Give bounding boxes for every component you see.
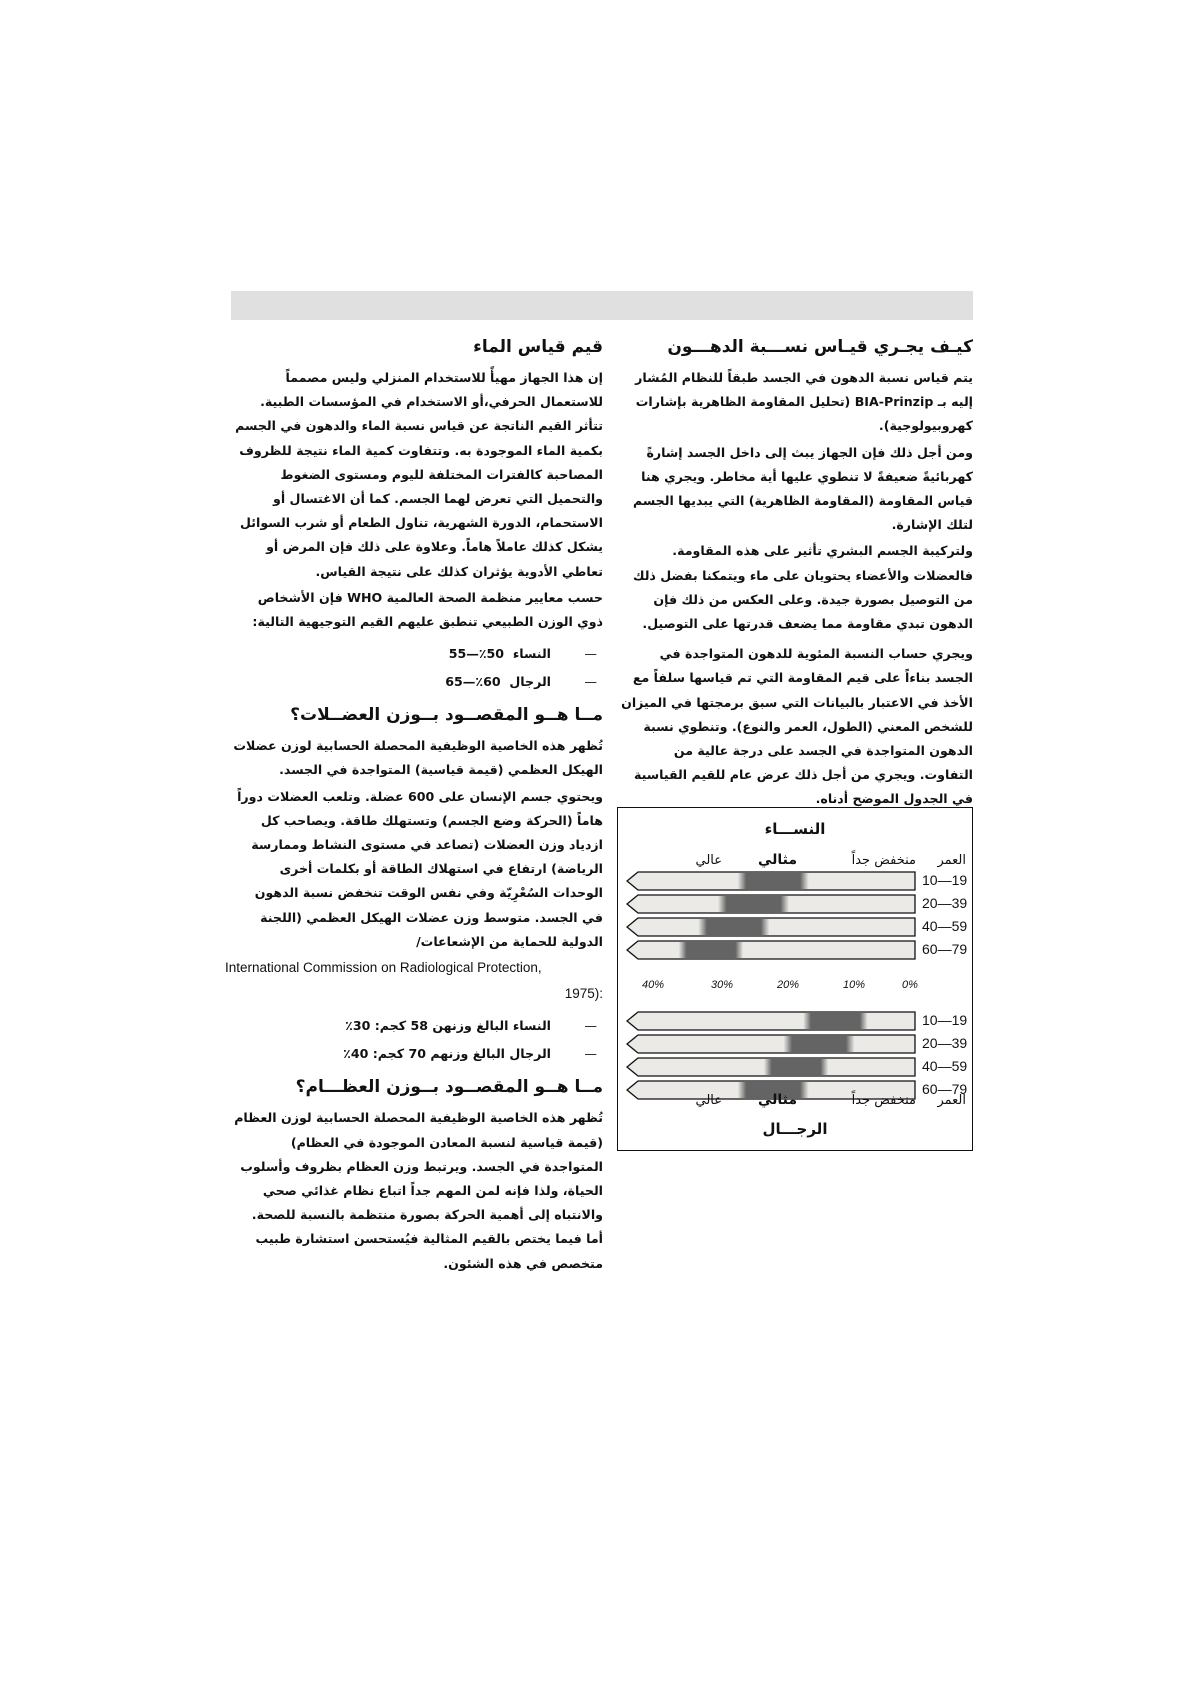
paragraph: تُظهر هذه الخاصية الوظيفية المحصلة الحسابية لوزن العظام (قيمة قياسية لنسبة المعادن الموجودة في العظام) المتواجدة في الجسد. ويرتبط وزن العظام بظروف وأسلوب الحياة، ولذا فإنه لمن المهم جداً اتباع نظام غذائي صحي والانتباه إلى أهمية الحركة بصورة منتظمة بالنسبة للصحة. أما فيما يختص بالقيم المثالية فيُستحسن استشارة طبيب متخصص في هذه الشئون. — [234, 1110, 603, 1271]
header-ideal: مثالي — [757, 852, 797, 868]
age-label: 10—19 — [922, 872, 968, 888]
chart-title-men: الرجـــال — [762, 1120, 828, 1138]
icrp-reference: International Commission on Radiological Protection, — [225, 960, 542, 976]
axis-tick: 30% — [711, 979, 734, 991]
header-age: العمر — [937, 853, 966, 868]
range-bar — [626, 1011, 916, 1031]
axis-tick: 0% — [902, 979, 918, 991]
paragraph: إن هذا الجهاز مهيأً للاستخدام المنزلي وليس مصمماً للاستعمال الحرفي،أو الاستخدام في المؤسسات الطبية. تتأثر القيم الناتجة عن قياس نسبة الماء والدهون في الجسم بكمية الماء الموجودة به. وتتفاوت كمية الماء نتيجة للظروف المصاحبة كالفترات المختلفة لليوم ومستوى الضغوط والتحميل التي تعرض لهما الجسم. كما أن الاغتسال أو الاستحمام، الدورة الشهرية، تناول الطعام أو شرب السوائل يشكل كذلك عاملاً هاماً. وعلاوة على ذلك فإن المرض أو تعاطي الأدوية يؤثران كذلك على نتيجة القياس. — [235, 370, 603, 579]
section-heading-bone: مــا هــو المقصــود بــوزن العظـــام؟ — [295, 1077, 603, 1098]
icrp-year: 1975): — [564, 986, 603, 1002]
chart-title-women: النســـاء — [764, 820, 826, 838]
age-label: 20—39 — [922, 895, 968, 911]
age-label: 40—59 — [922, 918, 968, 934]
range-bar — [626, 871, 916, 891]
range-bar — [626, 894, 916, 914]
footer-high: عالي — [695, 1093, 722, 1108]
fat-measurement-section — [620, 330, 973, 812]
range-bar — [626, 1057, 916, 1077]
range-bar — [626, 940, 916, 960]
header-high: عالي — [695, 853, 722, 868]
axis-tick: 10% — [843, 979, 866, 991]
paragraph: حسب معايير منظمة الصحة العالمية WHO فإن الأشخاص ذوي الوزن الطبيعي تنطبق عليهم القيم التوجيهية التالية: — [252, 589, 603, 630]
range-bar — [626, 917, 916, 937]
age-label: 60—79 — [922, 941, 968, 957]
body-fat-chart — [617, 807, 973, 1151]
footer-very-low: منخفض جداً — [851, 1093, 916, 1108]
footer-age: العمر — [937, 1093, 966, 1108]
age-label: 20—39 — [922, 1035, 968, 1051]
water-guidelines-list — [231, 640, 603, 696]
age-label: 10—19 — [922, 1012, 968, 1028]
water-muscle-bone-section — [225, 330, 603, 1276]
header-band — [231, 291, 973, 320]
section-heading-muscle: مــا هــو المقصــود بــوزن العضــلات؟ — [290, 705, 603, 726]
age-label: 60—79 — [922, 1081, 968, 1097]
paragraph: ولتركيبة الجسم البشري تأثير على هذه المقاومة. فالعضلات والأعضاء يحتويان على ماء ويتمكنا بفضل ذلك من التوصيل بصورة جيدة. وعلى العكس من ذلك فإن الدهون تبدي مقاومة مما يضعف قدرتها على التوصيل. — [632, 543, 973, 632]
list-item: — الرجال 60٪—65 — [231, 668, 603, 696]
section-heading-water: قيم قياس الماء — [473, 337, 603, 357]
axis-tick: 20% — [777, 979, 800, 991]
muscle-reference-list — [231, 1012, 603, 1068]
paragraph: تُظهر هذه الخاصية الوظيفية المحصلة الحسابية لوزن عضلات الهيكل العظمي (قيمة قياسية) المتواجدة في الجسد. — [233, 738, 603, 778]
age-label: 40—59 — [922, 1058, 968, 1074]
list-item: — النساء 50٪—55 — [231, 640, 603, 668]
list-item: — النساء البالغ وزنهن 58 كجم: 30٪ — [231, 1012, 603, 1040]
list-item: — الرجال البالغ وزنهم 70 كجم: 40٪ — [231, 1040, 603, 1068]
footer-ideal: مثالي — [757, 1092, 797, 1108]
paragraph: يتم قياس نسبة الدهون في الجسد طبقاً للنظام المُشار إليه بـ BIA-Prinzip (تحليل المقاومة الظاهرية بإشارات كهروبيولوجية). — [635, 370, 973, 434]
paragraph: ومن أجل ذلك فإن الجهاز يبث إلى داخل الجسد إشارةً كهربائيةً ضعيفةً لا تنطوي عليها أية مخاطر. ويجري هنا قياس المقاومة (المقاومة الظاهرية) التي يبديها الجسم لتلك الإشارة. — [632, 444, 973, 533]
section-heading-fat: كيـف يجـري قيـاس نســـبة الدهـــون — [667, 337, 973, 357]
axis-tick: 40% — [642, 979, 665, 991]
range-bar — [626, 1034, 916, 1054]
header-very-low: منخفض جداً — [851, 853, 916, 868]
paragraph: ويجري حساب النسبة المئوية للدهون المتواجدة في الجسد بناءاً على قيم المقاومة التي تم قياسها سلفاً مع الأخذ في الاعتبار بالبيانات التي سبق برمجتها في الميزان للشخص المعني (الطول، العمر والنوع). وتنطوي نسبة الدهون المتواجدة في الجسد على درجة عالية من التفاوت. ويجري من أجل ذلك عرض عام للقيم القياسية في الجدول الموضح أدناه. — [621, 646, 973, 807]
paragraph: ويحتوي جسم الإنسان على 600 عضلة. وتلعب العضلات دوراً هاماً (الحركة وضع الجسم) وتستهلك طاقة. ويصاحب كل ازدياد وزن العضلات (تصاعد في مستوى النشاط وممارسة الرياضة) ارتفاع في استهلاك الطاقة أو بكلمات أخرى الوحدات السُعْرِيّة وفي نفس الوقت تنخفض نسبة الدهون في الجسد. متوسط وزن عضلات الهيكل العظمي (اللجنة الدولية للحماية من الإشعاعات/ — [237, 788, 603, 949]
